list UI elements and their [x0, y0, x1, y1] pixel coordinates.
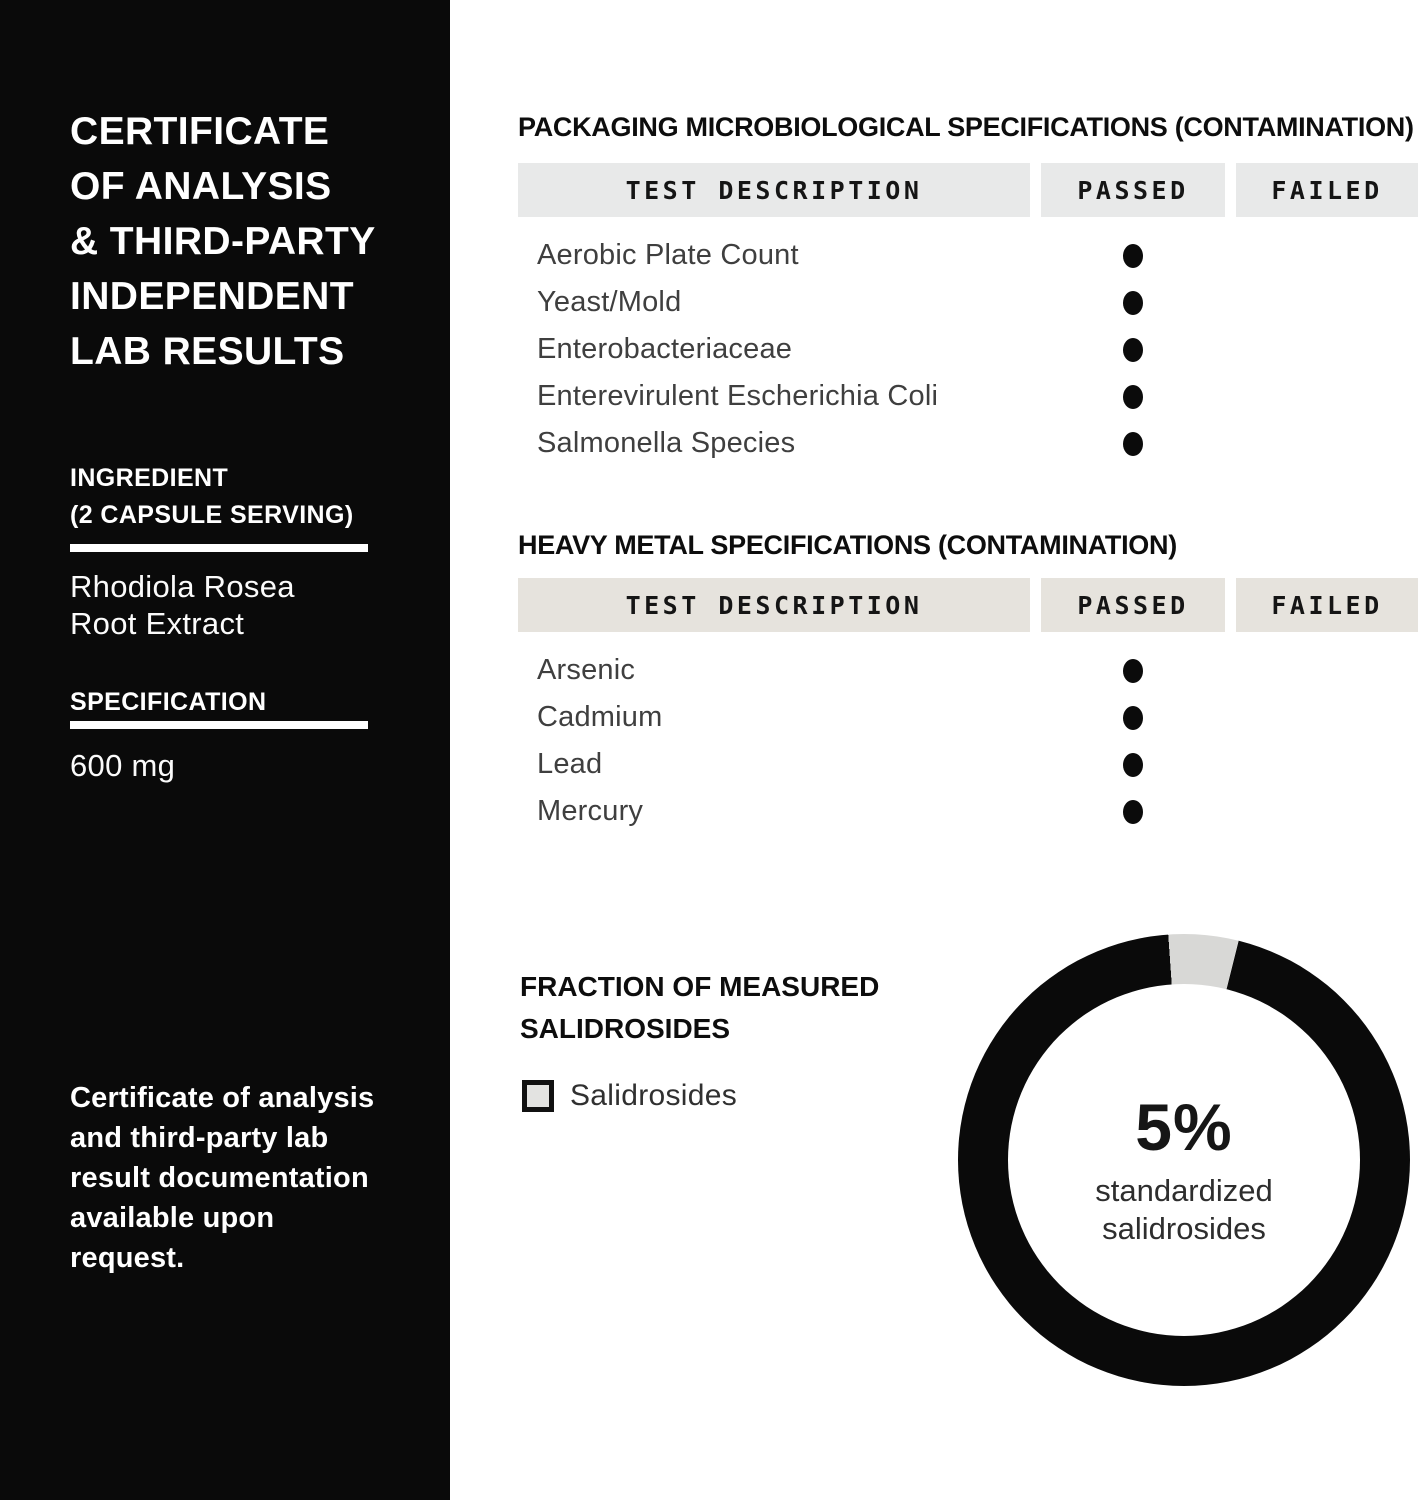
ingredient-value-line1: Rhodiola Rosea — [70, 569, 295, 604]
column-header-test-description: TEST DESCRIPTION — [518, 163, 1030, 217]
column-header-failed: FAILED — [1236, 578, 1418, 632]
passed-cell — [1041, 373, 1225, 420]
fraction-title-line1: FRACTION OF MEASURED — [520, 971, 880, 1002]
legend-label: Salidrosides — [570, 1079, 738, 1112]
passed-cell — [1041, 788, 1225, 835]
failed-cell — [1236, 788, 1418, 835]
salidrosides-donut — [958, 934, 1410, 1386]
ingredient-label-line2: (2 CAPSULE SERVING) — [70, 501, 354, 529]
failed-cell — [1236, 420, 1418, 467]
page-title-line: LAB RESULTS — [70, 330, 345, 373]
passed-dot — [1123, 291, 1143, 315]
table-row — [518, 326, 1418, 373]
ingredient-value-line2: Root Extract — [70, 606, 245, 641]
passed-dot — [1123, 244, 1143, 268]
page-title-line: INDEPENDENT — [70, 275, 354, 318]
donut-caption-line1: standardized — [1095, 1173, 1273, 1208]
sidebar — [0, 0, 450, 1500]
test-name: Yeast/Mold — [537, 286, 682, 318]
donut-percentage: 5% — [1135, 1090, 1233, 1164]
specification-label-text: SPECIFICATION — [70, 688, 267, 716]
passed-dot — [1123, 385, 1143, 409]
micro-table — [518, 163, 1418, 467]
test-name: Cadmium — [537, 701, 663, 733]
metal-table-header — [518, 578, 1418, 632]
failed-cell — [1236, 232, 1418, 279]
ingredient-label-line1: INGREDIENT — [70, 464, 229, 492]
passed-cell — [1041, 741, 1225, 788]
column-header-passed: PASSED — [1041, 163, 1225, 217]
passed-dot — [1123, 706, 1143, 730]
metal-section-title: HEAVY METAL SPECIFICATIONS (CONTAMINATION) — [518, 530, 1177, 560]
metal-table-body — [518, 632, 1418, 835]
ingredient-value — [70, 568, 295, 642]
column-header-test-description: TEST DESCRIPTION — [518, 578, 1030, 632]
passed-cell — [1041, 647, 1225, 694]
test-name: Salmonella Species — [537, 427, 796, 459]
test-name: Arsenic — [537, 654, 636, 686]
passed-dot — [1123, 659, 1143, 683]
test-name: Lead — [537, 748, 603, 780]
donut-caption — [1095, 1172, 1273, 1248]
passed-cell — [1041, 279, 1225, 326]
page-title-line: OF ANALYSIS — [70, 165, 332, 208]
passed-dot — [1123, 753, 1143, 777]
specification-value-text: 600 mg — [70, 748, 176, 783]
test-name: Mercury — [537, 795, 644, 827]
failed-cell — [1236, 694, 1418, 741]
specification-value — [70, 747, 175, 784]
micro-section-title: PACKAGING MICROBIOLOGICAL SPECIFICATIONS (CONTAMINATION) — [518, 112, 1414, 142]
micro-table-body — [518, 217, 1418, 467]
footnote-line: result documentation — [70, 1162, 369, 1194]
passed-dot — [1123, 800, 1143, 824]
ingredient-label — [70, 460, 354, 534]
footnote-line: request. — [70, 1242, 185, 1274]
failed-cell — [1236, 373, 1418, 420]
chart-legend — [522, 1079, 737, 1113]
table-row — [518, 694, 1418, 741]
passed-cell — [1041, 420, 1225, 467]
table-row — [518, 279, 1418, 326]
donut-center — [1008, 984, 1360, 1336]
footnote-line: and third-party lab — [70, 1122, 329, 1154]
salidrosides-swatch-icon — [522, 1080, 554, 1112]
failed-cell — [1236, 647, 1418, 694]
passed-cell — [1041, 694, 1225, 741]
passed-dot — [1123, 338, 1143, 362]
passed-cell — [1041, 232, 1225, 279]
micro-table-header — [518, 163, 1418, 217]
table-row — [518, 373, 1418, 420]
column-header-failed: FAILED — [1236, 163, 1418, 217]
page-title-line: CERTIFICATE — [70, 110, 330, 153]
specification-label — [70, 684, 266, 721]
fraction-section-title — [520, 966, 879, 1050]
passed-dot — [1123, 432, 1143, 456]
ingredient-divider — [70, 544, 368, 552]
page-title-line: & THIRD-PARTY — [70, 220, 376, 263]
table-row — [518, 232, 1418, 279]
failed-cell — [1236, 741, 1418, 788]
table-row — [518, 420, 1418, 467]
page-title — [70, 104, 376, 379]
failed-cell — [1236, 279, 1418, 326]
footnote-line: available upon — [70, 1202, 275, 1234]
test-name: Enterobacteriaceae — [537, 333, 793, 365]
test-name: Aerobic Plate Count — [537, 239, 799, 271]
column-header-passed: PASSED — [1041, 578, 1225, 632]
metal-table — [518, 578, 1418, 835]
table-row — [518, 647, 1418, 694]
test-name: Enterevirulent Escherichia Coli — [537, 380, 939, 412]
specification-divider — [70, 721, 368, 729]
failed-cell — [1236, 326, 1418, 373]
passed-cell — [1041, 326, 1225, 373]
donut-caption-line2: salidrosides — [1102, 1211, 1266, 1246]
table-row — [518, 741, 1418, 788]
footnote-line: Certificate of analysis — [70, 1082, 375, 1114]
availability-footnote — [70, 1078, 374, 1278]
fraction-title-line2: SALIDROSIDES — [520, 1013, 731, 1044]
table-row — [518, 788, 1418, 835]
